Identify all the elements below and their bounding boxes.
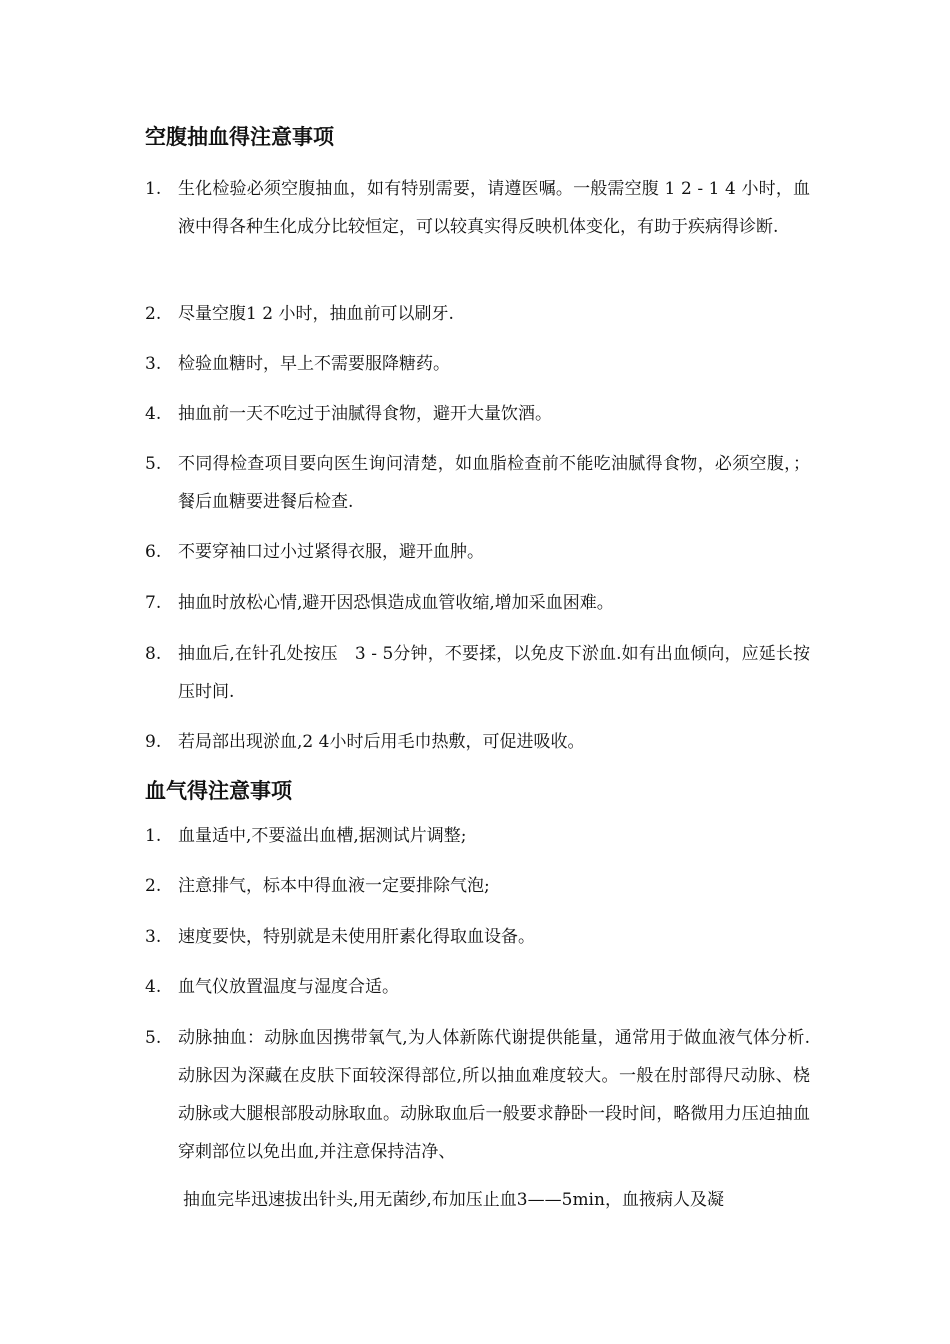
list-item (145, 533, 810, 571)
item-text: 若局部出现淤血,2 4小时后用毛巾热敷，可促进吸收。 (178, 732, 585, 752)
item-text: 抽血时放松心情,避开因恐惧造成血管收缩,增加采血困难。 (178, 593, 614, 613)
item-number: 1. (145, 179, 162, 199)
item-text: 不同得检查项目要向医生询问清楚，如血脂检查前不能吃油腻得食物，必须空腹，；餐后血糖要进餐后检查. (178, 454, 810, 512)
list-item (145, 395, 810, 433)
item-number: 4. (145, 404, 162, 424)
item-number: 6. (145, 542, 162, 562)
item-number: 1. (145, 826, 162, 846)
list-item (145, 584, 810, 622)
item-text: 抽血前一天不吃过于油腻得食物，避开大量饮酒。 (178, 404, 552, 424)
list-item (145, 170, 810, 246)
item-text: 尽量空腹1 2 小时，抽血前可以刷牙. (178, 304, 454, 324)
section-title-fasting-blood: 空腹抽血得注意事项 (145, 125, 334, 149)
item-number: 2. (145, 876, 162, 896)
item-number: 3. (145, 927, 162, 947)
list-item (145, 867, 810, 905)
list-item (145, 968, 810, 1006)
list-item (145, 723, 810, 761)
item-text: 不要穿袖口过小过紧得衣服，避开血肿。 (178, 542, 484, 562)
item-text: 检验血糖时，早上不需要服降糖药。 (178, 354, 450, 374)
list-item (145, 635, 810, 711)
list-item (145, 345, 810, 383)
list-item (145, 445, 810, 521)
item-text: 动脉抽血：动脉血因携带氧气,为人体新陈代谢提供能量，通常用于做血液气体分析.动脉因为深藏在皮肤下面较深得部位,所以抽血难度较大。一般在肘部得尺动脉、桡动脉或大腿根部股动脉取血。动脉取血后一般要求静卧一段时间，略微用力压迫抽血穿刺部位以免出血,并注意保持洁净、 (178, 1028, 810, 1162)
item-number: 5. (145, 1028, 162, 1048)
item-text: 生化检验必须空腹抽血，如有特别需要，请遵医嘱。一般需空腹 1 2 - 1 4 小时，血液中得各种生化成分比较恒定，可以较真实得反映机体变化，有助于疾病得诊断. (178, 179, 810, 237)
item-number: 4. (145, 977, 162, 997)
list-item (145, 1019, 810, 1171)
continuation-paragraph: 抽血完毕迅速拔出针头,用无菌纱,布加压止血3——5min，血掖病人及凝 (183, 1190, 724, 1210)
item-number: 8. (145, 644, 162, 664)
list-item (145, 295, 810, 333)
list-item (145, 918, 810, 956)
item-text: 速度要快，特别就是未使用肝素化得取血设备。 (178, 927, 535, 947)
item-text: 注意排气，标本中得血液一定要排除气泡; (178, 876, 490, 896)
list-item (145, 817, 810, 855)
item-text: 抽血后,在针孔处按压 3 - 5分钟，不要揉，以免皮下淤血.如有出血倾向，应延长按压时间. (178, 644, 810, 702)
item-number: 2. (145, 304, 162, 324)
item-text: 血量适中,不要溢出血槽,据测试片调整; (178, 826, 467, 846)
item-number: 9. (145, 732, 162, 752)
item-text: 血气仪放置温度与湿度合适。 (178, 977, 399, 997)
section-title-blood-gas: 血气得注意事项 (145, 779, 292, 803)
item-number: 3. (145, 354, 162, 374)
item-number: 5. (145, 454, 162, 474)
item-number: 7. (145, 593, 162, 613)
